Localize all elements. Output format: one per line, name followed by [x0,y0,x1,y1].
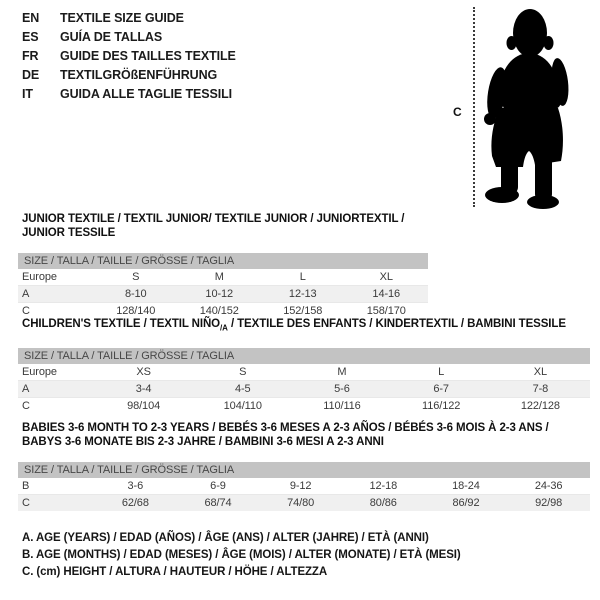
table-row [18,381,590,398]
language-title: GUIDA ALLE TAGLIE TESSILI [60,87,233,101]
language-code: ES [22,30,39,44]
row-label: C [22,497,30,509]
height-label: C [453,105,462,119]
size-cell: 104/110 [223,400,262,413]
size-cell: M [337,366,347,379]
table-row [18,478,590,495]
language-title: GUIDE DES TAILLES TEXTILE [60,49,236,63]
size-cell: L [299,271,306,283]
section-babies-textile [18,421,590,511]
language-title: TEXTILGRÖßENFÜHRUNG [60,68,218,82]
size-cell: XL [533,366,547,379]
legend-notes [22,530,461,581]
size-cell: 24-36 [534,480,563,492]
title-text: BABYS 3-6 MONATE BIS 2-3 JAHRE / BAMBINI 3-6 MESI A 2-3 ANNI [22,436,384,448]
language-title: GUÍA DE TALLAS [60,30,163,44]
table-row [18,495,590,512]
size-cell: 12-13 [288,288,317,300]
title-text: / TEXTILE DES ENFANTS / KINDERTEXTIL / BAMBINI TESSILE [227,318,566,330]
title-text: JUNIOR TEXTILE / TEXTIL JUNIOR/ TEXTILE JUNIOR / JUNIORTEXTIL / JUNIOR TESSILE [22,213,405,239]
row-label: C [22,305,30,317]
size-cell: S [239,366,247,379]
title-text: CHILDREN'S TEXTILE / TEXTIL NIÑO [22,318,221,330]
size-cell: 10-12 [205,288,234,300]
size-cell: 68/74 [204,497,232,509]
size-cell: 5-6 [334,383,350,396]
size-cell: 86/92 [452,497,480,509]
size-cell: 158/170 [366,305,406,317]
title-text: BABIES 3-6 MONTH TO 2-3 YEARS / BEBÉS 3-6 MESES A 2-3 AÑOS / BÉBÉS 3-6 MOIS À 2-3 ANS / [22,422,549,434]
size-table-babies [18,478,590,511]
language-row-de [22,66,236,85]
size-header-label: SIZE / TALLA / TAILLE / GRÖSSE / TAGLIA [24,464,235,476]
row-label: A [22,383,30,396]
baby-silhouette-icon [440,0,600,215]
row-label: Europe [22,366,57,379]
size-table-junior [18,269,428,319]
table-title-junior [22,212,428,240]
table-row [18,286,428,303]
size-cell: 62/68 [121,497,149,509]
size-cell: M [214,271,224,283]
language-code: FR [22,49,39,63]
size-cell: L [438,366,445,379]
language-code: IT [22,87,33,101]
size-cell: 74/80 [287,497,315,509]
section-junior-textile [18,212,428,319]
size-cell: S [132,271,140,283]
size-header-bar [18,348,590,364]
size-table-children [18,364,590,414]
height-measure-line [473,7,475,207]
table-title-babies [22,421,590,449]
size-cell: 98/104 [127,400,161,413]
language-row-en [22,9,236,28]
legend-note: A. AGE (YEARS) / EDAD (AÑOS) / ÂGE (ANS) / ALTER (JAHRE) / ETÀ (ANNI) [22,532,429,544]
baby-figure [440,0,600,215]
size-cell: XS [136,366,151,379]
table-row [18,364,590,381]
size-header-label: SIZE / TALLA / TAILLE / GRÖSSE / TAGLIA [24,255,235,267]
size-cell: 8-10 [124,288,147,300]
size-cell: 110/116 [323,400,361,413]
legend-note: B. AGE (MONTHS) / EDAD (MESES) / ÂGE (MOIS) / ALTER (MONATE) / ETÀ (MESI) [22,549,461,561]
language-code: EN [22,11,40,25]
table-title-children [22,317,590,335]
row-label: A [22,288,30,300]
language-code: DE [22,68,40,82]
size-header-bar [18,462,590,478]
language-row-fr [22,47,236,66]
size-header-bar [18,253,428,269]
size-cell: 14-16 [372,288,401,300]
row-label: B [22,480,30,492]
language-row-it [22,85,236,104]
row-label: Europe [22,271,57,283]
size-cell: 9-12 [289,480,312,492]
size-cell: 92/98 [535,497,563,509]
size-cell: 7-8 [532,383,549,396]
size-cell: 6-7 [433,383,449,396]
language-title: TEXTILE SIZE GUIDE [60,11,184,25]
size-cell: 18-24 [452,480,480,492]
table-row [18,398,590,415]
size-cell: 116/122 [422,400,461,413]
row-label: C [22,400,30,413]
size-header-label: SIZE / TALLA / TAILLE / GRÖSSE / TAGLIA [24,350,235,363]
size-cell: 4-5 [234,383,251,396]
legend-note: C. (cm) HEIGHT / ALTURA / HAUTEUR / HÖHE / ALTEZZA [22,566,328,578]
size-cell: 122/128 [520,400,560,413]
size-cell: 3-6 [127,480,144,492]
language-list [22,9,236,104]
language-row-es [22,28,236,47]
size-cell: 80/86 [369,497,397,509]
size-cell: 152/158 [283,305,323,317]
size-cell: 3-4 [135,383,152,396]
size-cell: 140/152 [199,305,239,317]
title-text: /A [220,323,228,333]
size-cell: 12-18 [369,480,398,492]
size-cell: 6-9 [210,480,226,492]
table-row [18,269,428,286]
size-cell: XL [379,271,393,283]
section-children-textile [18,317,590,414]
size-cell: 128/140 [116,305,156,317]
